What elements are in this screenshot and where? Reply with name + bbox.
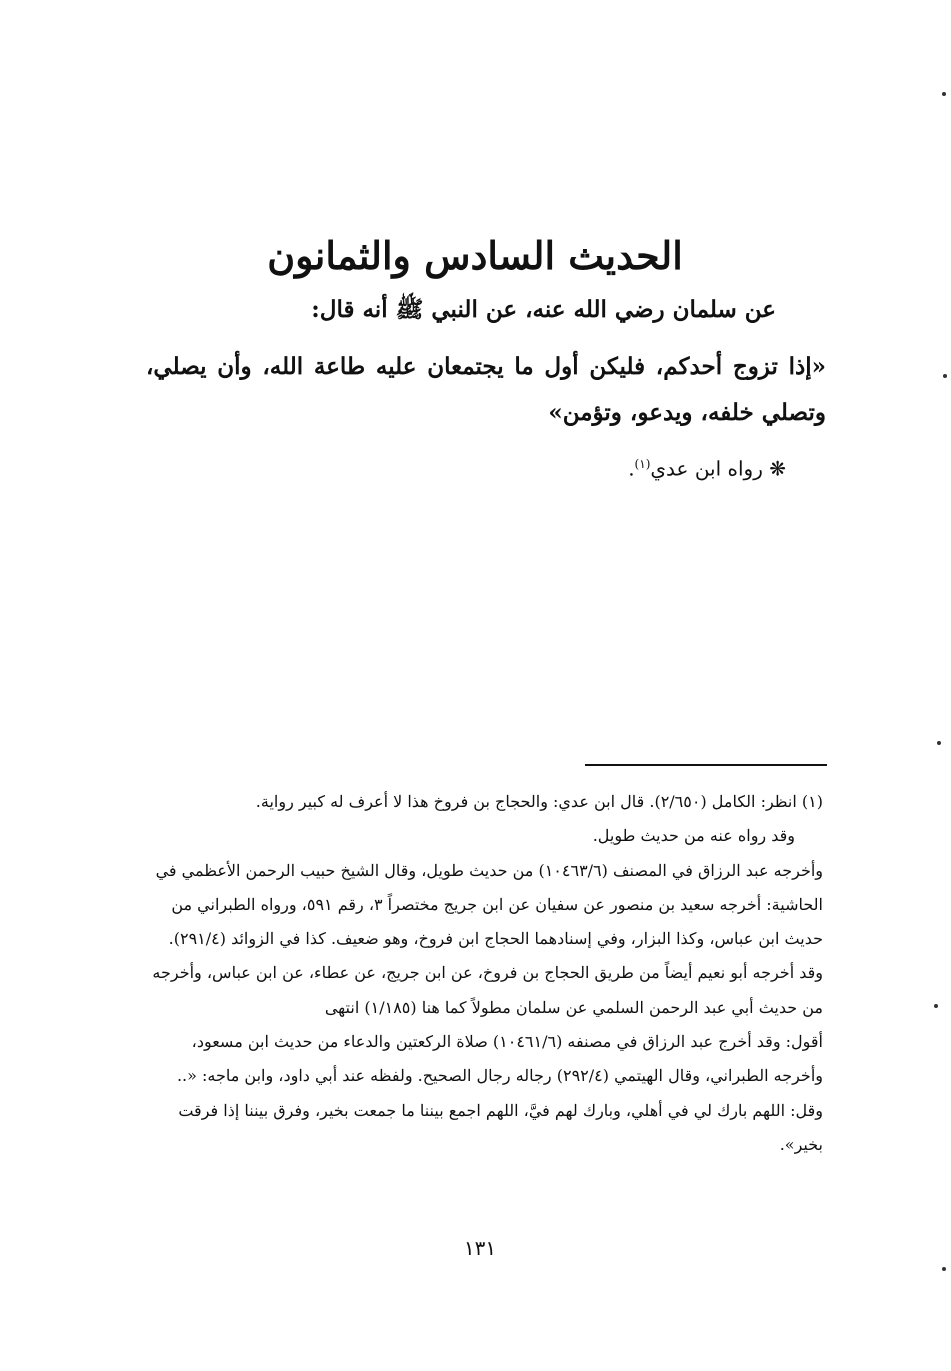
footnote-paragraph: وأخرجه عبد الرزاق في المصنف (١٠٤٦٣/٦) من حديث طويل، وقال الشيخ حبيب الرحمن الأعظمي في الحاشية: أخرجه سعيد بن منصور عن سفيان عن ابن جريج مختصراً ٣، رقم ٥٩١، ورواه الطبراني من حديث ابن عباس، وكذا البزار، وفي إسنادهما الحجاج ابن فروخ، وهو ضعيف. كذا في الزوائد (٢٩١/٤). وقد أخرجه أبو نعيم أيضاً من طريق الحجاج بن فروخ، عن ابن جريج، عن عطاء، عن ابن عباس، وأخرجه من حديث أبي عبد الرحمن السلمي عن سلمان مطولاً كما هنا (١/١٨٥) انتهى <box>152 860 823 1017</box>
footnote-separator <box>585 764 827 766</box>
scan-speck <box>934 1004 938 1008</box>
footnote-line: (١) انظر: الكامل (٢/٦٥٠). قال ابن عدي: والحجاج بن فروخ هذا لا أعرف له كبير رواية. <box>255 792 823 811</box>
scan-speck <box>937 741 941 745</box>
footnote-ref[interactable]: (١) <box>634 457 651 471</box>
hadith-title: الحديث السادس والثمانون <box>267 233 683 278</box>
narration-line <box>286 447 786 486</box>
scan-speck <box>942 1267 946 1271</box>
page-number: ١٣١ <box>463 1236 497 1260</box>
hadith-chain-intro: عن سلمان رضي الله عنه، عن النبي ﷺ أنه قال: <box>311 296 776 323</box>
hadith-text: «إذا تزوج أحدكم، فليكن أول ما يجتمعان عليه طاعة الله، وأن يصلي، وتصلي خلفه، ويدعو، وتؤمن» <box>146 353 826 426</box>
footnote-paragraph: أقول: وقد أخرج عبد الرزاق في مصنفه (١٠٤٦١/٦) صلاة الركعتين والدعاء من حديث ابن مسعود، وأخرجه الطبراني، وقال الهيتمي (٢٩٢/٤) رجاله رجال الصحيح. ولفظه عند أبي داود، وابن ماجه: «.. وقل: اللهم بارك لي في أهلي، وبارك لهم فيَّ، اللهم اجمع بيننا ما جمعت بخير، وفرق بيننا إذا فرقت بخير». <box>176 1032 823 1154</box>
scan-speck <box>943 374 947 378</box>
footnote-line: وقد رواه عنه من حديث طويل. <box>592 826 795 846</box>
scan-speck <box>942 92 946 96</box>
narration-end: . <box>628 456 635 481</box>
narration-text: ❋ رواه ابن عدي <box>650 456 786 481</box>
footnotes <box>143 785 823 1162</box>
